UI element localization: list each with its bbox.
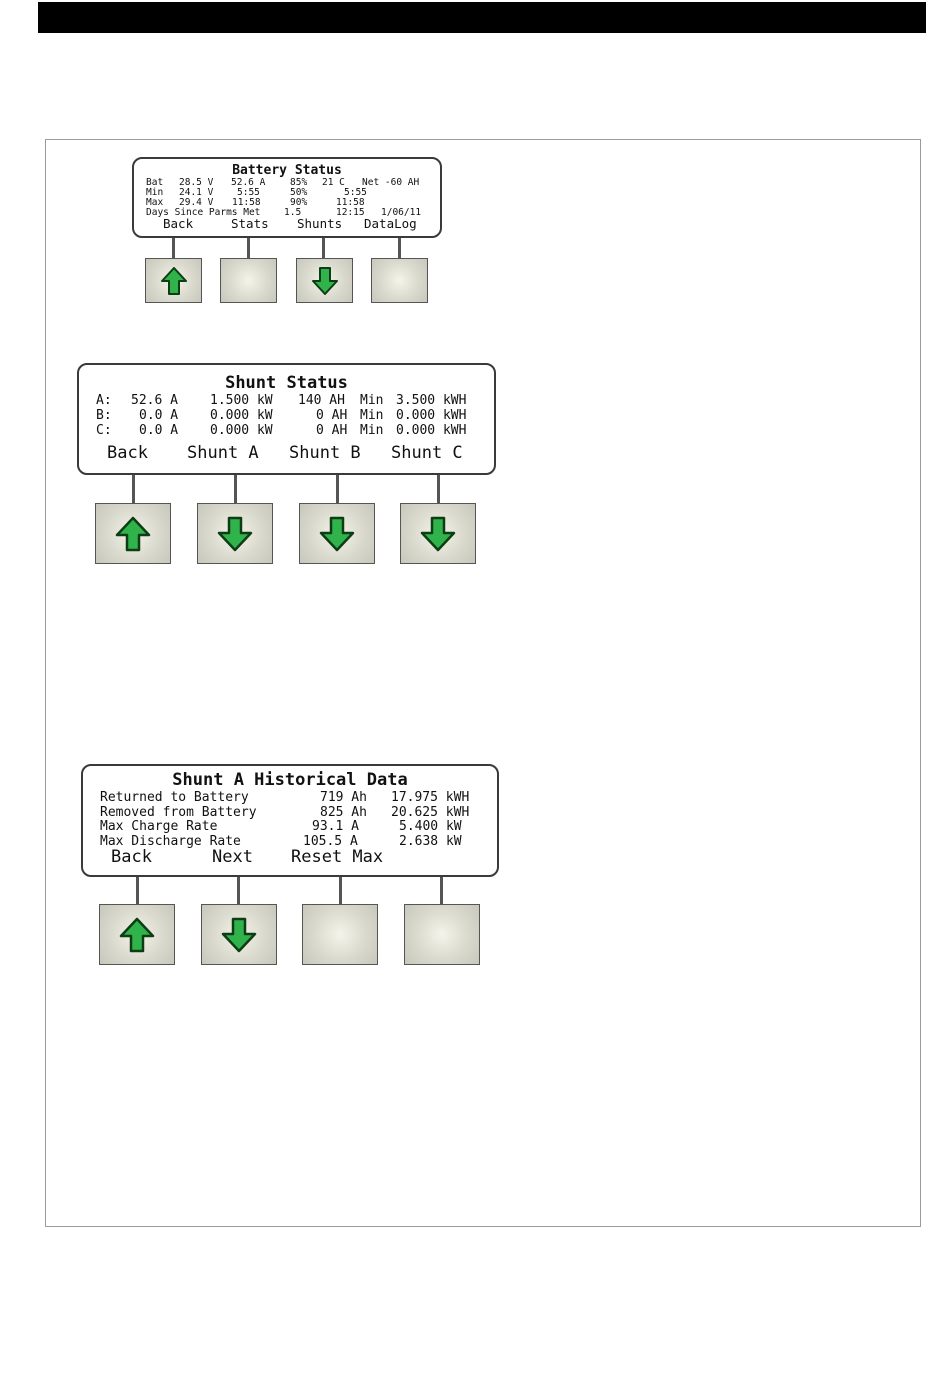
softkey-label-back: Back	[111, 847, 152, 867]
softkey-label-back: Back	[107, 443, 148, 463]
softkey-button-back[interactable]	[145, 258, 202, 303]
history-energy: 20.625 kWH	[391, 805, 470, 820]
days-value: 1.5	[284, 207, 302, 218]
shunt-kwh: 3.500 kWH	[396, 393, 467, 408]
soc-value: 50%	[290, 187, 308, 198]
temperature-value: 21 C	[322, 177, 345, 188]
softkey-button-stats[interactable]	[220, 258, 277, 303]
voltage-value: 28.5 V	[179, 177, 214, 188]
shunt-status-title: Shunt Status	[225, 373, 348, 393]
history-energy: 5.400 kW	[399, 819, 462, 834]
softkey-label-shunts: Shunts	[297, 216, 343, 231]
shunt-id: A:	[96, 393, 112, 408]
down-arrow-icon	[312, 267, 338, 295]
history-label: Returned to Battery	[100, 790, 249, 805]
up-arrow-icon	[119, 917, 155, 953]
button-connector	[336, 475, 339, 505]
battery-status-display	[132, 157, 442, 238]
softkey-button-unused[interactable]	[404, 904, 480, 965]
softkey-button-shunt-b[interactable]	[299, 503, 375, 564]
history-label: Max Discharge Rate	[100, 834, 241, 849]
softkey-button-shunt-c[interactable]	[400, 503, 476, 564]
button-connector	[322, 238, 325, 260]
history-value: 719 Ah	[320, 790, 367, 805]
softkey-label-shunt-a: Shunt A	[187, 443, 259, 463]
shunt-ah: 0 AH	[316, 408, 348, 423]
softkey-label-back: Back	[163, 216, 194, 231]
shunt-kw: 0.000 kW	[210, 423, 273, 438]
softkey-button-shunts[interactable]	[296, 258, 353, 303]
down-arrow-icon	[420, 516, 456, 552]
button-connector	[234, 475, 237, 505]
shunt-id: B:	[96, 408, 112, 423]
shunt-kw: 1.500 kW	[210, 393, 273, 408]
shunt-ah: 0 AH	[316, 423, 348, 438]
up-arrow-icon	[161, 267, 187, 295]
shunt-min-label: Min	[360, 408, 384, 423]
down-arrow-icon	[217, 516, 253, 552]
shunt-a-history-display	[81, 764, 499, 877]
voltage-value: 29.4 V	[179, 197, 214, 208]
voltage-value: 24.1 V	[179, 187, 214, 198]
time-value: 11:58	[336, 197, 365, 208]
history-label: Removed from Battery	[100, 805, 257, 820]
button-connector	[437, 475, 440, 505]
shunt-a-history-title: Shunt A Historical Data	[172, 770, 408, 790]
soc-value: 90%	[290, 197, 308, 208]
softkey-button-next[interactable]	[201, 904, 277, 965]
time-value: 5:55	[237, 187, 260, 198]
soc-value: 85%	[290, 177, 308, 188]
up-arrow-icon	[115, 516, 151, 552]
softkey-label-shunt-b: Shunt B	[289, 443, 361, 463]
shunt-kwh: 0.000 kWH	[396, 408, 467, 423]
time-value: 5:55	[344, 187, 367, 198]
button-connector	[237, 877, 240, 906]
clock-time: 12:15	[336, 207, 365, 218]
softkey-label-stats: Stats	[231, 216, 269, 231]
history-energy: 17.975 kWH	[391, 790, 470, 805]
button-connector	[247, 238, 250, 260]
history-label: Max Charge Rate	[100, 819, 218, 834]
shunt-kw: 0.000 kW	[210, 408, 273, 423]
button-connector	[440, 877, 443, 906]
softkey-label-shunt-c: Shunt C	[391, 443, 463, 463]
softkey-label-next: Next	[212, 847, 253, 867]
softkey-label-reset-max: Reset Max	[291, 847, 384, 867]
row-label: Max	[146, 197, 164, 208]
down-arrow-icon	[319, 516, 355, 552]
shunt-ah: 140 AH	[298, 393, 345, 408]
shunt-id: C:	[96, 423, 112, 438]
shunt-kwh: 0.000 kWH	[396, 423, 467, 438]
history-energy: 2.638 kW	[399, 834, 462, 849]
softkey-button-reset-max[interactable]	[302, 904, 378, 965]
history-value: 825 Ah	[320, 805, 367, 820]
header-bar	[38, 2, 926, 33]
shunt-min-label: Min	[360, 423, 384, 438]
softkey-button-back[interactable]	[99, 904, 175, 965]
button-connector	[136, 877, 139, 906]
history-value: 93.1 A	[312, 819, 359, 834]
button-connector	[398, 238, 401, 260]
shunt-min-label: Min	[360, 393, 384, 408]
net-ah-value: Net -60 AH	[362, 177, 420, 188]
softkey-button-back[interactable]	[95, 503, 171, 564]
softkey-button-shunt-a[interactable]	[197, 503, 273, 564]
down-arrow-icon	[221, 917, 257, 953]
shunt-amps: 52.6 A	[131, 393, 178, 408]
row-label: Min	[146, 187, 164, 198]
button-connector	[172, 238, 175, 260]
button-connector	[339, 877, 342, 906]
shunt-status-display	[77, 363, 496, 475]
clock-date: 1/06/11	[381, 207, 422, 218]
shunt-amps: 0.0 A	[139, 408, 179, 423]
row-label: Bat	[146, 177, 164, 188]
current-value: 52.6 A	[231, 177, 266, 188]
time-value: 11:58	[232, 197, 261, 208]
softkey-button-datalog[interactable]	[371, 258, 428, 303]
history-value: 105.5 A	[303, 834, 358, 849]
days-label: Days Since Parms Met	[146, 207, 261, 218]
battery-status-title: Battery Status	[232, 163, 342, 178]
softkey-label-datalog: DataLog	[364, 216, 417, 231]
shunt-amps: 0.0 A	[139, 423, 179, 438]
button-connector	[132, 475, 135, 505]
